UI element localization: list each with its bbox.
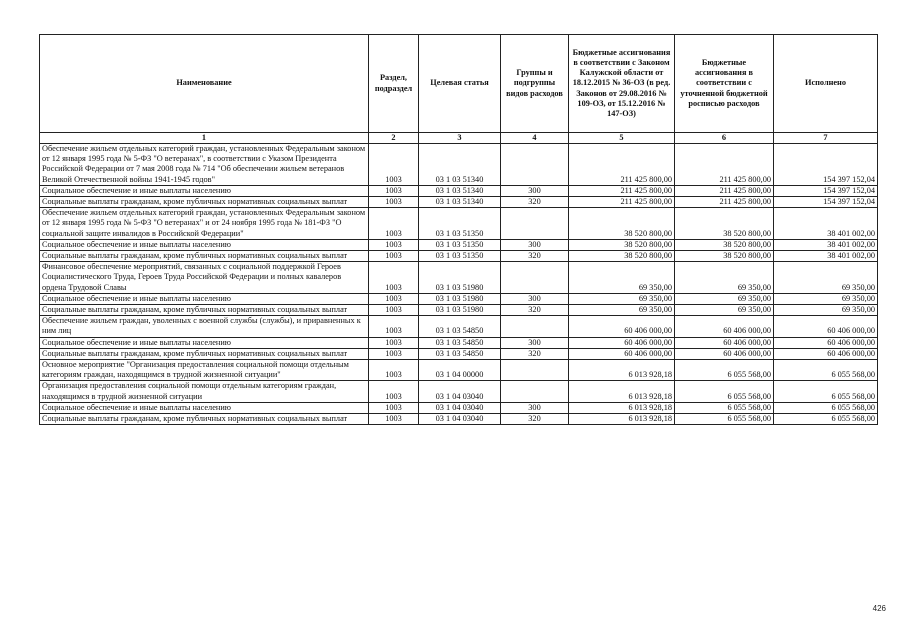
column-number: 2: [369, 133, 419, 144]
row-name: Финансовое обеспечение мероприятий, связанных с социальной поддержкой Героев Социалистического Труда, Героев Труда Российской Федерации и полных кавалеров ордена Трудовой Славы: [40, 262, 369, 294]
table-row: [40, 381, 878, 402]
row-target: 03 1 03 51340: [419, 144, 501, 186]
row-group: 320: [501, 251, 569, 262]
row-target: 03 1 04 03040: [419, 414, 501, 425]
row-target: 03 1 03 51980: [419, 262, 501, 294]
row-group: 300: [501, 337, 569, 348]
row-refined-budget: 69 350,00: [675, 305, 774, 316]
row-executed: 6 055 568,00: [774, 381, 878, 402]
row-group: 300: [501, 185, 569, 196]
header-law-budget: Бюджетные ассигнования в соответствии с Законом Калужской области от 18.12.2015 № 36-ОЗ (в ред. Законов от 29.08.2016 № 109-ОЗ, от 15.12.2016 № 147-ОЗ): [569, 35, 675, 133]
row-group: 300: [501, 239, 569, 250]
column-number: 4: [501, 133, 569, 144]
row-name: Обеспечение жильем отдельных категорий граждан, установленных Федеральным законом от 12 января 1995 года № 5-ФЗ "О ветеранах", в соответствии с Указом Президента Российской Федерации от 7 мая 2008 года № 714 "Об обеспечении жильем ветеранов Великой Отечественной войны 1941-1945 годов": [40, 144, 369, 186]
row-refined-budget: 6 055 568,00: [675, 381, 774, 402]
row-refined-budget: 60 406 000,00: [675, 337, 774, 348]
row-name: Социальное обеспечение и иные выплаты населению: [40, 293, 369, 304]
table-row: [40, 402, 878, 413]
row-group: [501, 144, 569, 186]
row-section: 1003: [369, 402, 419, 413]
row-law-budget: 60 406 000,00: [569, 348, 675, 359]
column-number: 1: [40, 133, 369, 144]
table-row: [40, 144, 878, 186]
row-target: 03 1 04 03040: [419, 381, 501, 402]
table-row: [40, 414, 878, 425]
header-target: Целевая статья: [419, 35, 501, 133]
row-law-budget: 69 350,00: [569, 262, 675, 294]
row-law-budget: 38 520 800,00: [569, 251, 675, 262]
table-row: [40, 316, 878, 337]
row-target: 03 1 03 54850: [419, 316, 501, 337]
column-number: 3: [419, 133, 501, 144]
table-row: [40, 262, 878, 294]
row-group: [501, 208, 569, 240]
row-section: 1003: [369, 360, 419, 381]
table-row: [40, 360, 878, 381]
row-section: 1003: [369, 305, 419, 316]
table-row: [40, 239, 878, 250]
row-name: Социальные выплаты гражданам, кроме публичных нормативных социальных выплат: [40, 197, 369, 208]
row-target: 03 1 03 51340: [419, 185, 501, 196]
column-number: 7: [774, 133, 878, 144]
row-name: Социальные выплаты гражданам, кроме публичных нормативных социальных выплат: [40, 414, 369, 425]
row-section: 1003: [369, 197, 419, 208]
row-name: Обеспечение жильем граждан, уволенных с военной службы (службы), и приравненных к ним лиц: [40, 316, 369, 337]
row-group: [501, 316, 569, 337]
row-refined-budget: 211 425 800,00: [675, 185, 774, 196]
row-group: 300: [501, 402, 569, 413]
row-executed: 6 055 568,00: [774, 402, 878, 413]
table-row: [40, 251, 878, 262]
row-name: Социальные выплаты гражданам, кроме публичных нормативных социальных выплат: [40, 305, 369, 316]
row-group: 320: [501, 305, 569, 316]
row-section: 1003: [369, 185, 419, 196]
row-refined-budget: 38 520 800,00: [675, 239, 774, 250]
row-refined-budget: 6 055 568,00: [675, 414, 774, 425]
row-group: 320: [501, 348, 569, 359]
row-law-budget: 69 350,00: [569, 305, 675, 316]
row-refined-budget: 6 055 568,00: [675, 402, 774, 413]
row-executed: 69 350,00: [774, 305, 878, 316]
row-refined-budget: 6 055 568,00: [675, 360, 774, 381]
table-row: [40, 197, 878, 208]
row-section: 1003: [369, 381, 419, 402]
row-target: 03 1 03 51980: [419, 293, 501, 304]
row-executed: 154 397 152,04: [774, 144, 878, 186]
row-section: 1003: [369, 262, 419, 294]
table-row: [40, 185, 878, 196]
row-target: 03 1 03 51980: [419, 305, 501, 316]
row-refined-budget: 211 425 800,00: [675, 197, 774, 208]
row-executed: 38 401 002,00: [774, 239, 878, 250]
row-target: 03 1 03 51340: [419, 197, 501, 208]
row-name: Социальные выплаты гражданам, кроме публичных нормативных социальных выплат: [40, 348, 369, 359]
row-name: Основное мероприятие "Организация предоставления социальной помощи отдельным категориям граждан, находящимся в трудной жизненной ситуации": [40, 360, 369, 381]
row-section: 1003: [369, 239, 419, 250]
row-section: 1003: [369, 144, 419, 186]
row-law-budget: 60 406 000,00: [569, 316, 675, 337]
table-row: [40, 208, 878, 240]
row-executed: 154 397 152,04: [774, 197, 878, 208]
row-law-budget: 211 425 800,00: [569, 185, 675, 196]
row-target: 03 1 03 51350: [419, 251, 501, 262]
row-law-budget: 211 425 800,00: [569, 197, 675, 208]
row-target: 03 1 04 00000: [419, 360, 501, 381]
column-number: 5: [569, 133, 675, 144]
row-group: 300: [501, 293, 569, 304]
row-target: 03 1 03 51350: [419, 239, 501, 250]
table-row: [40, 337, 878, 348]
row-executed: 60 406 000,00: [774, 316, 878, 337]
row-target: 03 1 04 03040: [419, 402, 501, 413]
budget-table: [39, 34, 878, 425]
row-executed: 60 406 000,00: [774, 337, 878, 348]
row-executed: 60 406 000,00: [774, 348, 878, 359]
row-section: 1003: [369, 293, 419, 304]
row-group: [501, 381, 569, 402]
table-body: [40, 144, 878, 425]
row-name: Социальное обеспечение и иные выплаты населению: [40, 337, 369, 348]
row-law-budget: 6 013 928,18: [569, 402, 675, 413]
row-refined-budget: 38 520 800,00: [675, 208, 774, 240]
row-name: Обеспечение жильем отдельных категорий граждан, установленных Федеральным законом от 12 января 1995 года № 5-ФЗ "О ветеранах" и от 24 ноября 1995 года № 181-ФЗ "О социальной защите инвалидов в Российской Федерации": [40, 208, 369, 240]
row-law-budget: 38 520 800,00: [569, 239, 675, 250]
row-law-budget: 60 406 000,00: [569, 337, 675, 348]
header-row: [40, 35, 878, 133]
row-group: 320: [501, 414, 569, 425]
header-name: Наименование: [40, 35, 369, 133]
table-row: [40, 348, 878, 359]
row-refined-budget: 60 406 000,00: [675, 348, 774, 359]
row-target: 03 1 03 54850: [419, 337, 501, 348]
row-name: Социальное обеспечение и иные выплаты населению: [40, 239, 369, 250]
row-section: 1003: [369, 348, 419, 359]
row-executed: 38 401 002,00: [774, 208, 878, 240]
row-group: 320: [501, 197, 569, 208]
row-executed: 38 401 002,00: [774, 251, 878, 262]
row-target: 03 1 03 54850: [419, 348, 501, 359]
row-section: 1003: [369, 337, 419, 348]
row-name: Организация предоставления социальной помощи отдельным категориям граждан, находящимся в трудной жизненной ситуации: [40, 381, 369, 402]
row-executed: 69 350,00: [774, 293, 878, 304]
row-law-budget: 211 425 800,00: [569, 144, 675, 186]
row-refined-budget: 211 425 800,00: [675, 144, 774, 186]
row-group: [501, 360, 569, 381]
row-executed: 69 350,00: [774, 262, 878, 294]
header-section: Раздел, подраздел: [369, 35, 419, 133]
header-executed: Исполнено: [774, 35, 878, 133]
row-law-budget: 6 013 928,18: [569, 360, 675, 381]
row-executed: 6 055 568,00: [774, 414, 878, 425]
row-section: 1003: [369, 316, 419, 337]
table-row: [40, 305, 878, 316]
row-refined-budget: 60 406 000,00: [675, 316, 774, 337]
page-number: 426: [872, 604, 886, 613]
row-name: Социальное обеспечение и иные выплаты населению: [40, 185, 369, 196]
row-section: 1003: [369, 414, 419, 425]
column-number-row: [40, 133, 878, 144]
row-name: Социальные выплаты гражданам, кроме публичных нормативных социальных выплат: [40, 251, 369, 262]
row-refined-budget: 69 350,00: [675, 262, 774, 294]
row-law-budget: 69 350,00: [569, 293, 675, 304]
header-refined-budget: Бюджетные ассигнования в соответствии с уточненной бюджетной росписью расходов: [675, 35, 774, 133]
row-name: Социальное обеспечение и иные выплаты населению: [40, 402, 369, 413]
row-section: 1003: [369, 251, 419, 262]
column-number: 6: [675, 133, 774, 144]
row-target: 03 1 03 51350: [419, 208, 501, 240]
table-row: [40, 293, 878, 304]
row-law-budget: 6 013 928,18: [569, 381, 675, 402]
row-executed: 6 055 568,00: [774, 360, 878, 381]
header-groups: Группы и подгруппы видов расходов: [501, 35, 569, 133]
row-law-budget: 6 013 928,18: [569, 414, 675, 425]
row-refined-budget: 38 520 800,00: [675, 251, 774, 262]
row-executed: 154 397 152,04: [774, 185, 878, 196]
row-section: 1003: [369, 208, 419, 240]
row-law-budget: 38 520 800,00: [569, 208, 675, 240]
row-group: [501, 262, 569, 294]
row-refined-budget: 69 350,00: [675, 293, 774, 304]
